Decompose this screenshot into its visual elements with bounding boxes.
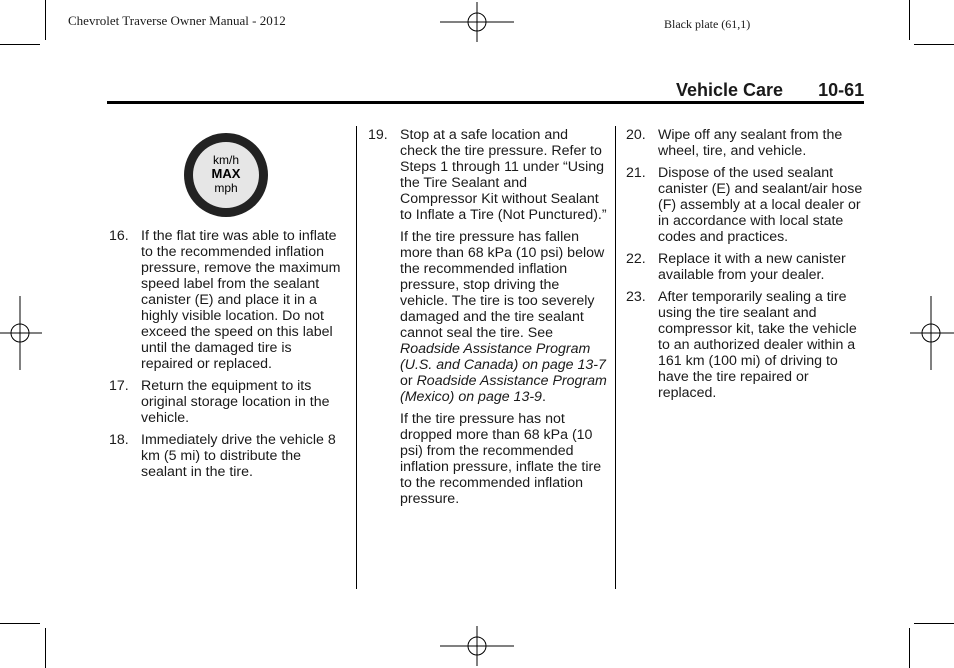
step-22 bbox=[626, 251, 866, 283]
step-number: 18. bbox=[109, 432, 129, 448]
registration-mark-left bbox=[0, 296, 42, 370]
step-number: 23. bbox=[626, 289, 646, 305]
step-16 bbox=[109, 228, 346, 372]
step-text: Wipe off any sealant from the wheel, tire, and vehicle. bbox=[658, 127, 843, 159]
roadside-assistance-us-link[interactable]: Roadside Assistance Program (U.S. and Canada) on page 13-7 bbox=[400, 341, 606, 373]
registration-mark-right bbox=[910, 296, 954, 370]
step-number: 20. bbox=[626, 127, 646, 143]
max-speed-label-image bbox=[184, 133, 268, 217]
step-20 bbox=[626, 127, 866, 159]
page-number: 10-61 bbox=[818, 80, 865, 100]
step-text: Dispose of the used sealant canister (E) and sealant/air hose (F) assembly at a local dealer or in accordance with local state codes and practices. bbox=[658, 165, 863, 245]
step-text: Stop at a safe location and check the tire pressure. Refer to Steps 1 through 11 under “Using the Tire Sealant and Compressor Kit without Sealant to Inflate a Tire (Not Punctured).” bbox=[400, 127, 607, 223]
registration-mark-top bbox=[440, 2, 514, 42]
step-23 bbox=[626, 289, 866, 401]
section-title: Vehicle Care bbox=[676, 80, 784, 100]
label-unit-kmh: km/h bbox=[212, 153, 239, 167]
conjunction: or bbox=[400, 373, 417, 389]
pressure-fallen-paragraph bbox=[368, 229, 608, 405]
paragraph-text: If the tire pressure has fallen more than 68 kPa (10 psi) below the recommended inflation pressure, stop driving the vehicle. The tire is too severely damaged and the tire sealant cannot seal the tire. See bbox=[400, 229, 605, 341]
pressure-ok-paragraph: If the tire pressure has not dropped more than 68 kPa (10 psi) from the recommended inflation pressure, inflate the tire to the recommended inflation pressure. bbox=[400, 411, 602, 507]
roadside-assistance-mexico-link[interactable]: Roadside Assistance Program (Mexico) on page 13-9 bbox=[400, 373, 607, 405]
step-number: 22. bbox=[626, 251, 646, 267]
section-header bbox=[676, 80, 864, 101]
column-3 bbox=[626, 127, 866, 407]
registration-mark-bottom bbox=[440, 626, 514, 666]
max-speed-label-face bbox=[193, 142, 259, 208]
step-text: If the flat tire was able to inflate to the recommended inflation pressure, remove the maximum speed label from the sealant canister (E) and place it in a highly visible location. Do not exceed the speed on this label until the damaged tire is repaired or replaced. bbox=[141, 228, 341, 372]
step-text: Replace it with a new canister available from your dealer. bbox=[658, 251, 846, 283]
header-rule bbox=[107, 101, 864, 104]
label-max: MAX bbox=[211, 166, 241, 181]
column-2 bbox=[368, 127, 608, 513]
column-divider-2 bbox=[615, 126, 616, 589]
step-text: Return the equipment to its original storage location in the vehicle. bbox=[141, 378, 330, 426]
column-divider-1 bbox=[356, 126, 357, 589]
step-17 bbox=[109, 378, 346, 426]
step-text: Immediately drive the vehicle 8 km (5 mi) to distribute the sealant in the tire. bbox=[141, 432, 336, 480]
step-number: 21. bbox=[626, 165, 646, 181]
step-text: After temporarily sealing a tire using the tire sealant and compressor kit, take the vehicle to an authorized dealer within a 161 km (100 mi) of driving to have the tire repaired or replaced. bbox=[658, 289, 857, 401]
step-21 bbox=[626, 165, 866, 245]
step-number: 16. bbox=[109, 228, 129, 244]
label-unit-mph: mph bbox=[214, 181, 238, 195]
step-number: 17. bbox=[109, 378, 129, 394]
column-1 bbox=[109, 228, 346, 486]
step-18 bbox=[109, 432, 346, 480]
manual-title: Chevrolet Traverse Owner Manual - 2012 bbox=[68, 13, 286, 28]
step-number: 19. bbox=[368, 127, 388, 143]
plate-label: Black plate (61,1) bbox=[664, 17, 751, 31]
step-19 bbox=[368, 127, 608, 223]
sentence-end: . bbox=[541, 389, 546, 405]
